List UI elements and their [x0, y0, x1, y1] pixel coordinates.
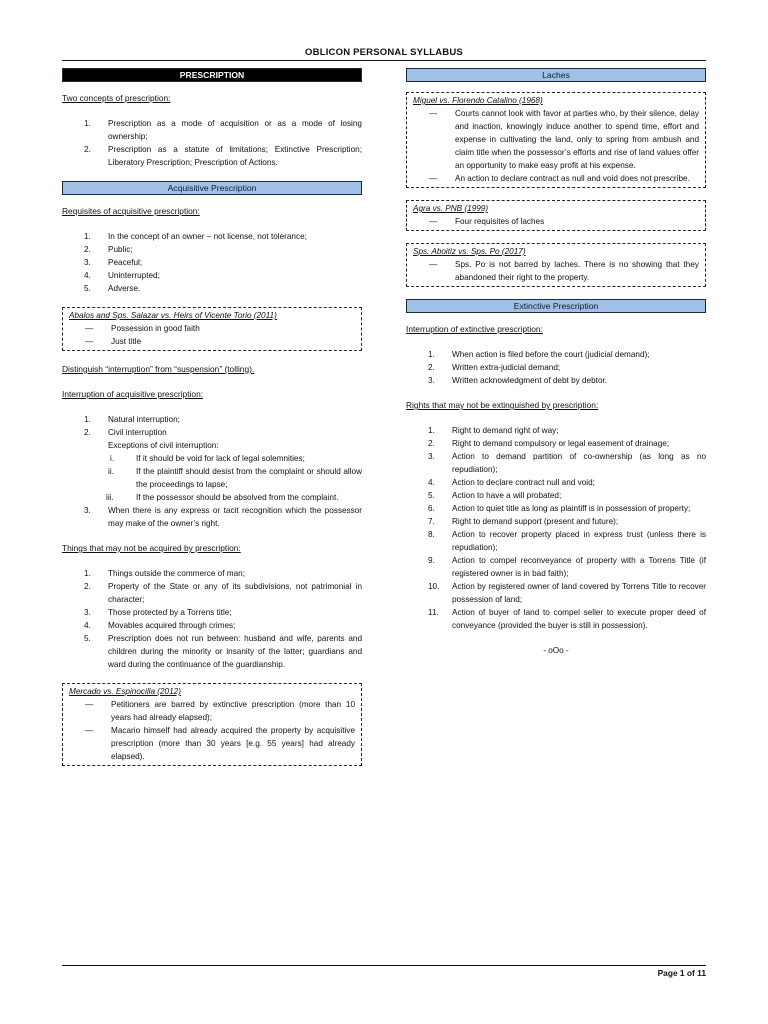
rights-list [428, 424, 706, 632]
sub-item: i. If it should be void for lack of legal solemnities; [110, 454, 305, 463]
case-title: Abalos and Sps. Salazar vs. Heirs of Vicente Torio (2011) [69, 311, 277, 320]
header-rule [62, 60, 706, 61]
heading-two-concepts: Two concepts of prescription: [62, 93, 171, 103]
case-point: — Macario himself had already acquired the property by acquisitive prescription (more than 30 years [e.g. 55 years] had already elapsed). [85, 726, 355, 761]
interruption-extinctive-list [428, 348, 706, 387]
document-title: OBLICON PERSONAL SYLLABUS [305, 47, 463, 58]
list-item: 1. Prescription as a mode of acquisition or as a mode of losing ownership; [84, 119, 362, 141]
left-column [62, 68, 362, 778]
section-bar-extinctive: Extinctive Prescription [406, 299, 706, 313]
heading-rights: Rights that may not be extinguished by prescription: [406, 400, 599, 410]
list-item: 3. Written acknowledgment of debt by debtor. [428, 376, 608, 385]
case-box-abalos [62, 307, 362, 351]
heading-interruption-extinctive: Interruption of extinctive prescription: [406, 324, 543, 334]
list-item: 2. Property of the State or any of its subdivisions, not patrimonial in character; [84, 582, 362, 604]
list-item: 5. Adverse. [84, 284, 141, 293]
list-item: 1. Natural interruption; [84, 415, 180, 424]
page-number: Page 1 of 11 [657, 968, 706, 978]
list-item: 3. Those protected by a Torrens title; [84, 608, 232, 617]
section-bar-acquisitive: Acquisitive Prescription [62, 181, 362, 195]
exceptions-list [108, 452, 362, 504]
list-item: 2. Written extra-judicial demand; [428, 363, 561, 372]
heading-not-acquired: Things that may not be acquired by prescription: [62, 543, 241, 553]
list-item: 3. When there is any express or tacit recognition which the possessor may make of the owner’s right. [84, 506, 362, 528]
list-item: 4. Movables acquired through crimes; [84, 621, 236, 630]
case-box-mercado [62, 683, 362, 766]
list-item: 2. Right to demand compulsory or legal easement of drainage; [428, 439, 670, 448]
list-item: 9. Action to compel reconveyance of property with a Torrens Title (if registered owner is in bad faith); [428, 556, 706, 578]
case-point: — Just title [85, 337, 142, 346]
list-item: 4. Action to declare contract null and void; [428, 478, 595, 487]
case-point: — Petitioners are barred by extinctive prescription (more than 10 years had already elapsed); [85, 700, 355, 722]
case-title: Mercado vs. Espinocilla (2012) [69, 687, 181, 696]
case-title: Sps. Aboitiz vs. Sps. Po (2017) [413, 247, 526, 256]
case-point: — Possession in good faith [85, 324, 200, 333]
list-item: 8. Action to recover property placed in express trust (unless there is repudiation); [428, 530, 706, 552]
sub-item: ii. If the plaintiff should desist from the complaint or should allow the proceedings to lapse; [108, 467, 362, 489]
sub-item: iii. If the possessor should be absolved from the complaint. [106, 493, 339, 502]
list-item: 2. Public; [84, 245, 133, 254]
footer-rule [62, 965, 706, 966]
list-item: 5. Action to have a will probated; [428, 491, 562, 500]
heading-interruption-acquisitive: Interruption of acquisitive prescription: [62, 389, 204, 399]
heading-requisites: Requisites of acquisitive prescription: [62, 206, 200, 216]
list-item: 11. Action of buyer of land to compel seller to execute proper deed of conveyance (provided the buyer is still in possession). [428, 608, 706, 630]
case-title: Miguel vs. Florendo Catalino (1968) [413, 96, 543, 105]
end-mark: - oOo - [543, 646, 569, 655]
exceptions-label: Exceptions of civil interruption: [108, 441, 219, 450]
section-bar-prescription: PRESCRIPTION [62, 68, 362, 82]
case-point: — Four requisites of laches [429, 217, 545, 226]
list-item: 4. Uninterrupted; [84, 271, 160, 280]
interruption-list [84, 413, 362, 530]
right-column [406, 68, 706, 657]
list-item: 5. Prescription does not run between: husband and wife, parents and children during the minority or insanity of the latter; guardians and ward during the continuance of the guardianship. [84, 634, 362, 669]
requisites-list [84, 230, 362, 295]
list-item: 1. In the concept of an owner – not license, not tolerance; [84, 232, 307, 241]
list-item: 1. When action is filed before the court (judicial demand); [428, 350, 650, 359]
list-item: 1. Right to demand right of way; [428, 426, 559, 435]
section-bar-laches: Laches [406, 68, 706, 82]
case-point: — Courts cannot look with favor at parties who, by their silence, delay and inaction, knowingly induce another to spend time, effort and expense in cultivating the land, only to spring from ambush and claim title when the possessor’s efforts and rise of land values offer an opportunity to make easy profit at his expense. [429, 109, 699, 170]
list-item: 2. Prescription as a statute of limitations; Extinctive Prescription; Liberatory Prescription; Prescription of Actions. [84, 145, 362, 167]
not-acquired-list [84, 567, 362, 671]
case-title: Agra vs. PNB (1999) [413, 204, 489, 213]
case-point: — Sps. Po is not barred by laches. There is no showing that they abandoned their right to the property. [429, 260, 699, 282]
case-box-agra [406, 200, 706, 231]
two-concepts-list [84, 117, 362, 169]
case-box-aboitiz [406, 243, 706, 287]
list-item: 1. Things outside the commerce of man; [84, 569, 245, 578]
list-item: 7. Right to demand support (present and future); [428, 517, 619, 526]
case-point: — An action to declare contract as null and void does not prescribe. [429, 174, 690, 183]
list-item: 3. Peaceful; [84, 258, 143, 267]
list-item: 2. Civil interruption Exceptions of civil interruption: i. If it should be void for lack of legal solemnities; ii. If the plaintiff should desist from the complaint or should allow the proceedings to lapse; iii. If the possessor should be absolved from the complaint. [84, 428, 362, 502]
case-box-miguel [406, 92, 706, 188]
heading-distinguish: Distinguish “interruption” from “suspension” (tolling). [62, 364, 255, 374]
list-item: 3. Action to demand partition of co-ownership (as long as no repudiation); [428, 452, 706, 474]
list-item: 6. Action to quiet title as long as plaintiff is in possession of property; [428, 504, 691, 513]
list-item: 10. Action by registered owner of land covered by Torrens Title to recover possession of land; [428, 582, 706, 604]
